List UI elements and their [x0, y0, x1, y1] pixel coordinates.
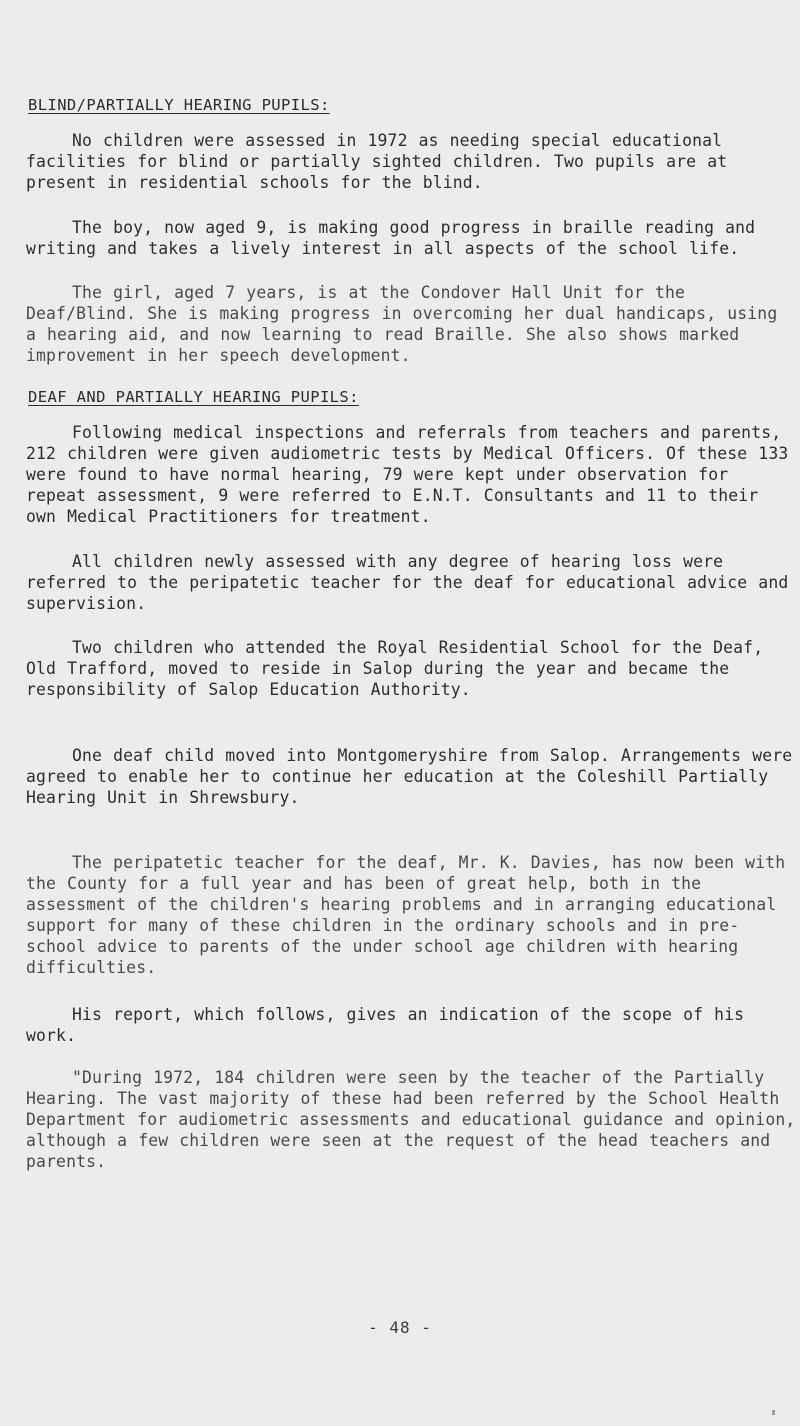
scan-speck: [772, 1410, 775, 1415]
paragraph: [26, 282, 798, 366]
page-number: - 48 -: [368, 1318, 432, 1337]
paragraph-text: Following medical inspections and referrals from teachers and parents, 212 children were given audiometric tests by Medical Officers. Of these 133 were found to have normal hearing, 79 were kept under observation for repeat assessment, 9 were referred to E.N.T. Consultants and 11 to their own Medical Practitioners for treatment.: [26, 423, 789, 526]
paragraph: [26, 637, 798, 700]
paragraph: [26, 130, 798, 193]
paragraph-text: No children were assessed in 1972 as needing special educational facilities for blind or partially sighted children. Two pupils are at present in residential schools for the blind.: [26, 131, 728, 192]
paragraph: [26, 422, 798, 527]
paragraph-text: The boy, now aged 9, is making good progress in braille reading and writing and takes a lively interest in all aspects of the school life.: [26, 218, 756, 258]
paragraph-text: One deaf child moved into Montgomeryshire from Salop. Arrangements were agreed to enable her to continue her education at the Coleshill Partially Hearing Unit in Shrewsbury.: [26, 746, 793, 807]
paragraph-text: All children newly assessed with any degree of hearing loss were referred to the peripatetic teacher for the deaf for educational advice and supervision.: [26, 552, 789, 613]
paragraph: [26, 1004, 798, 1046]
paragraph-text: His report, which follows, gives an indication of the scope of his work.: [26, 1005, 745, 1045]
paragraph: [26, 1067, 798, 1172]
paragraph: [26, 551, 798, 614]
section-heading-deaf: DEAF AND PARTIALLY HEARING PUPILS:: [28, 388, 359, 406]
paragraph-text: The girl, aged 7 years, is at the Condover Hall Unit for the Deaf/Blind. She is making progress in overcoming her dual handicaps, using a hearing aid, and now learning to read Braille. She also shows marked improvement in her speech development.: [26, 283, 778, 365]
paragraph: [26, 852, 798, 978]
paragraph-text: The peripatetic teacher for the deaf, Mr. K. Davies, has now been with the County for a full year and has been of great help, both in the assessment of the children's hearing problems and in arranging educational support for many of these children in the ordinary schools and in pre-school advice to parents of the under school age children with hearing difficulties.: [26, 853, 786, 977]
paragraph: [26, 217, 798, 259]
paragraph-text: Two children who attended the Royal Residential School for the Deaf, Old Trafford, moved to reside in Salop during the year and became the responsibility of Salop Education Authority.: [26, 638, 764, 699]
section-heading-blind: BLIND/PARTIALLY HEARING PUPILS:: [28, 96, 330, 114]
paragraph-text: "During 1972, 184 children were seen by the teacher of the Partially Hearing. The vast majority of these had been referred by the School Health Department for audiometric assessments and educational guidance and opinion, although a few children were seen at the request of the head teachers and parents.: [26, 1068, 796, 1171]
paragraph: [26, 745, 798, 808]
